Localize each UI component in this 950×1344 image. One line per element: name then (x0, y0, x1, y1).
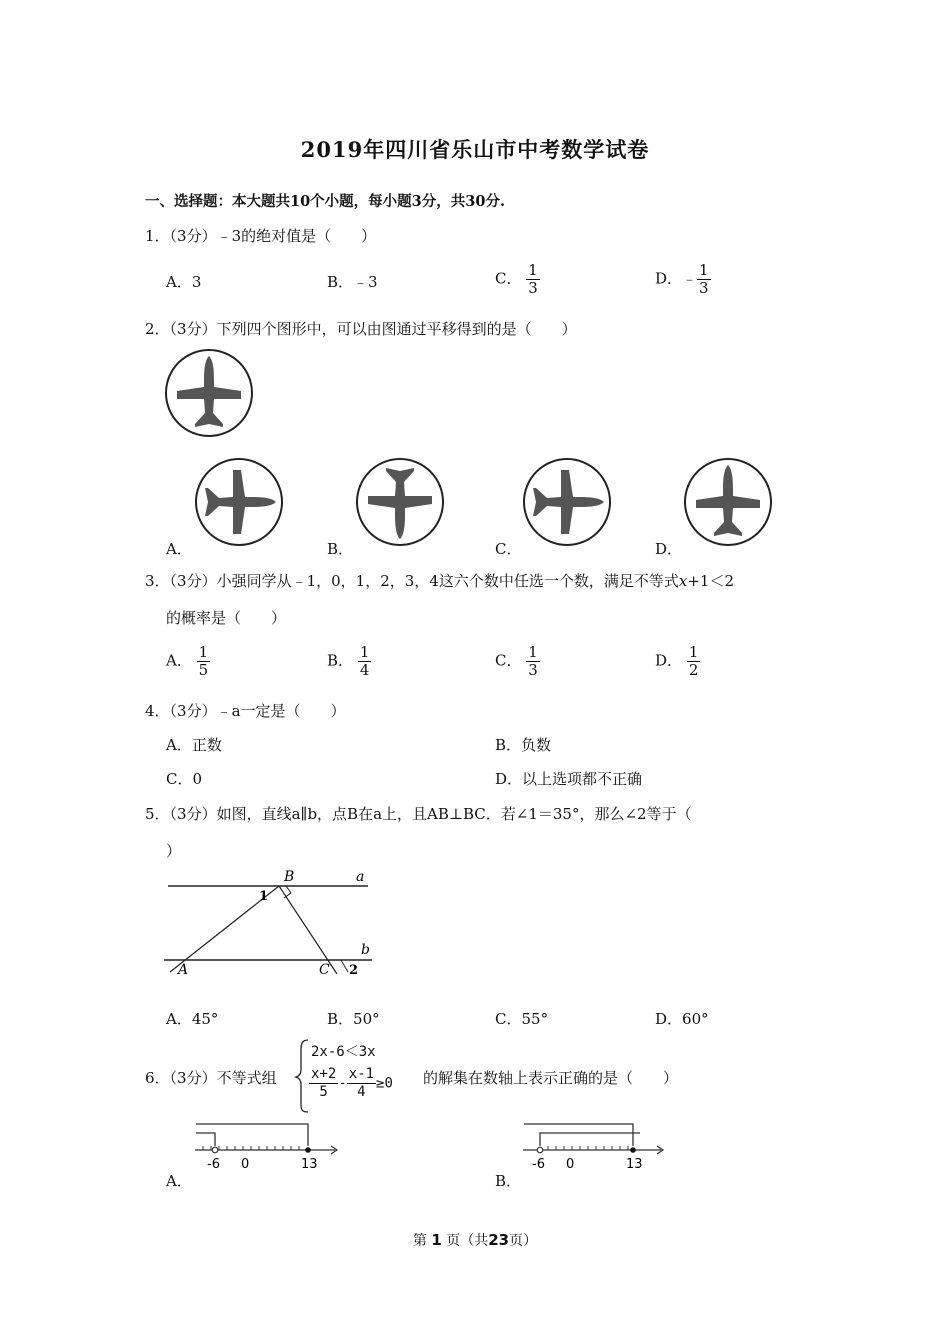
inequality-line-1: 2x-6＜3x (311, 1044, 376, 1060)
fraction-denominator: 5 (319, 1084, 328, 1100)
fig-label-c-point: C (319, 962, 330, 978)
fraction-numerator: 1 (699, 261, 709, 279)
axis-label-zero: 0 (566, 1157, 575, 1172)
fraction-denominator: 4 (359, 661, 370, 679)
fraction-denominator: 5 (198, 661, 209, 679)
fig-label-angle-2: 2 (349, 963, 359, 978)
fig-label-angle-1: 1 (259, 889, 269, 904)
geq-zero: ≥0 (376, 1075, 393, 1092)
question-1: 1．（3分）﹣3的绝对值是（ ） (145, 227, 377, 245)
option-label: D． (655, 651, 683, 670)
fig-label-b-point: B (284, 869, 295, 885)
q5-option-b: B．50° (327, 1010, 380, 1028)
variable-x: x (678, 572, 688, 590)
q2-option-a: A． (166, 540, 192, 558)
q1-option-d-label: D． (655, 269, 683, 288)
fig-label-a-point: A (178, 962, 189, 978)
fraction-numerator: x+2 (311, 1066, 337, 1082)
question-3-text: 3．（3分）小强同学从﹣1，0，1，2，3，4这六个数中任选一个数，满足不等式 (145, 572, 679, 590)
q2-option-b: B． (327, 540, 354, 558)
axis-label-zero: 0 (241, 1157, 250, 1172)
q5-option-a: A．45° (166, 1010, 219, 1028)
fraction-denominator: 3 (528, 661, 538, 679)
fraction-numerator: 1 (359, 643, 370, 661)
question-3-continued: 的概率是（ ） (166, 609, 287, 627)
number-line-b (523, 1124, 663, 1172)
q4-option-c: C．0 (166, 770, 203, 788)
question-6-suffix: 的解集在数轴上表示正确的是（ ） (423, 1069, 679, 1087)
section-heading: 一、选择题：本大题共10个小题，每小题3分，共30分. (145, 193, 505, 210)
footer-text: 页） (509, 1233, 538, 1249)
axis-label-13: 13 (626, 1157, 643, 1172)
fraction-denominator: 4 (357, 1084, 366, 1100)
fraction-numerator: 1 (528, 643, 538, 661)
minus-sign: - (338, 1075, 347, 1092)
question-5-continued: ） (166, 842, 182, 860)
question-4: 4．（3分）﹣a一定是（ ） (145, 702, 346, 720)
q6-option-a: A． (166, 1172, 192, 1190)
q5-option-d: D．60° (655, 1010, 709, 1028)
page-number: 1 (431, 1231, 442, 1249)
axis-label-13: 13 (301, 1157, 318, 1172)
q1-option-b: B．﹣3 (327, 273, 378, 291)
page-title: 2019年四川省乐山市中考数学试卷 (300, 137, 650, 162)
fraction-numerator: 1 (528, 261, 538, 279)
page-footer (0, 1230, 950, 1250)
option-label: B． (327, 651, 354, 670)
question-5: 5．（3分）如图，直线a∥b，点B在a上，且AB⊥BC．若∠1＝35°，那么∠2等于（ (145, 805, 692, 823)
option-label: C． (495, 651, 522, 670)
question-2: 2．（3分）下列四个图形中，可以由图通过平移得到的是（ ） (145, 320, 577, 338)
number-line-a (195, 1124, 337, 1172)
question-6-prefix: 6．（3分）不等式组 (145, 1069, 277, 1087)
fraction-denominator: 3 (528, 279, 538, 297)
option-label: A． (166, 651, 192, 670)
q4-option-b: B．负数 (495, 736, 552, 754)
axis-label-minus-6: -6 (532, 1157, 545, 1172)
q6-option-b: B． (495, 1172, 522, 1190)
q2-option-c: C． (495, 540, 522, 558)
q1-option-c-label: C． (495, 269, 522, 288)
fraction-numerator: 1 (688, 643, 699, 661)
fraction-denominator: 3 (699, 279, 709, 297)
question-3-inequality: +1＜2 (687, 572, 734, 590)
axis-label-minus-6: -6 (207, 1157, 220, 1172)
footer-text: 第 (412, 1233, 427, 1249)
q4-option-d: D．以上选项都不正确 (495, 770, 643, 788)
q2-option-d: D． (655, 540, 683, 558)
fig-label-line-a: a (356, 869, 365, 885)
fraction-denominator: 2 (688, 661, 699, 679)
footer-text: 页（共 (446, 1233, 489, 1249)
minus-sign: ﹣ (682, 269, 698, 288)
fraction-numerator: 1 (198, 643, 209, 661)
q1-option-a: A．3 (166, 273, 202, 291)
total-pages: 23 (488, 1231, 510, 1249)
q4-option-a: A．正数 (166, 736, 222, 754)
fraction-numerator: x-1 (348, 1066, 375, 1082)
q5-option-c: C．55° (495, 1010, 549, 1028)
fig-label-line-b: b (361, 942, 370, 958)
